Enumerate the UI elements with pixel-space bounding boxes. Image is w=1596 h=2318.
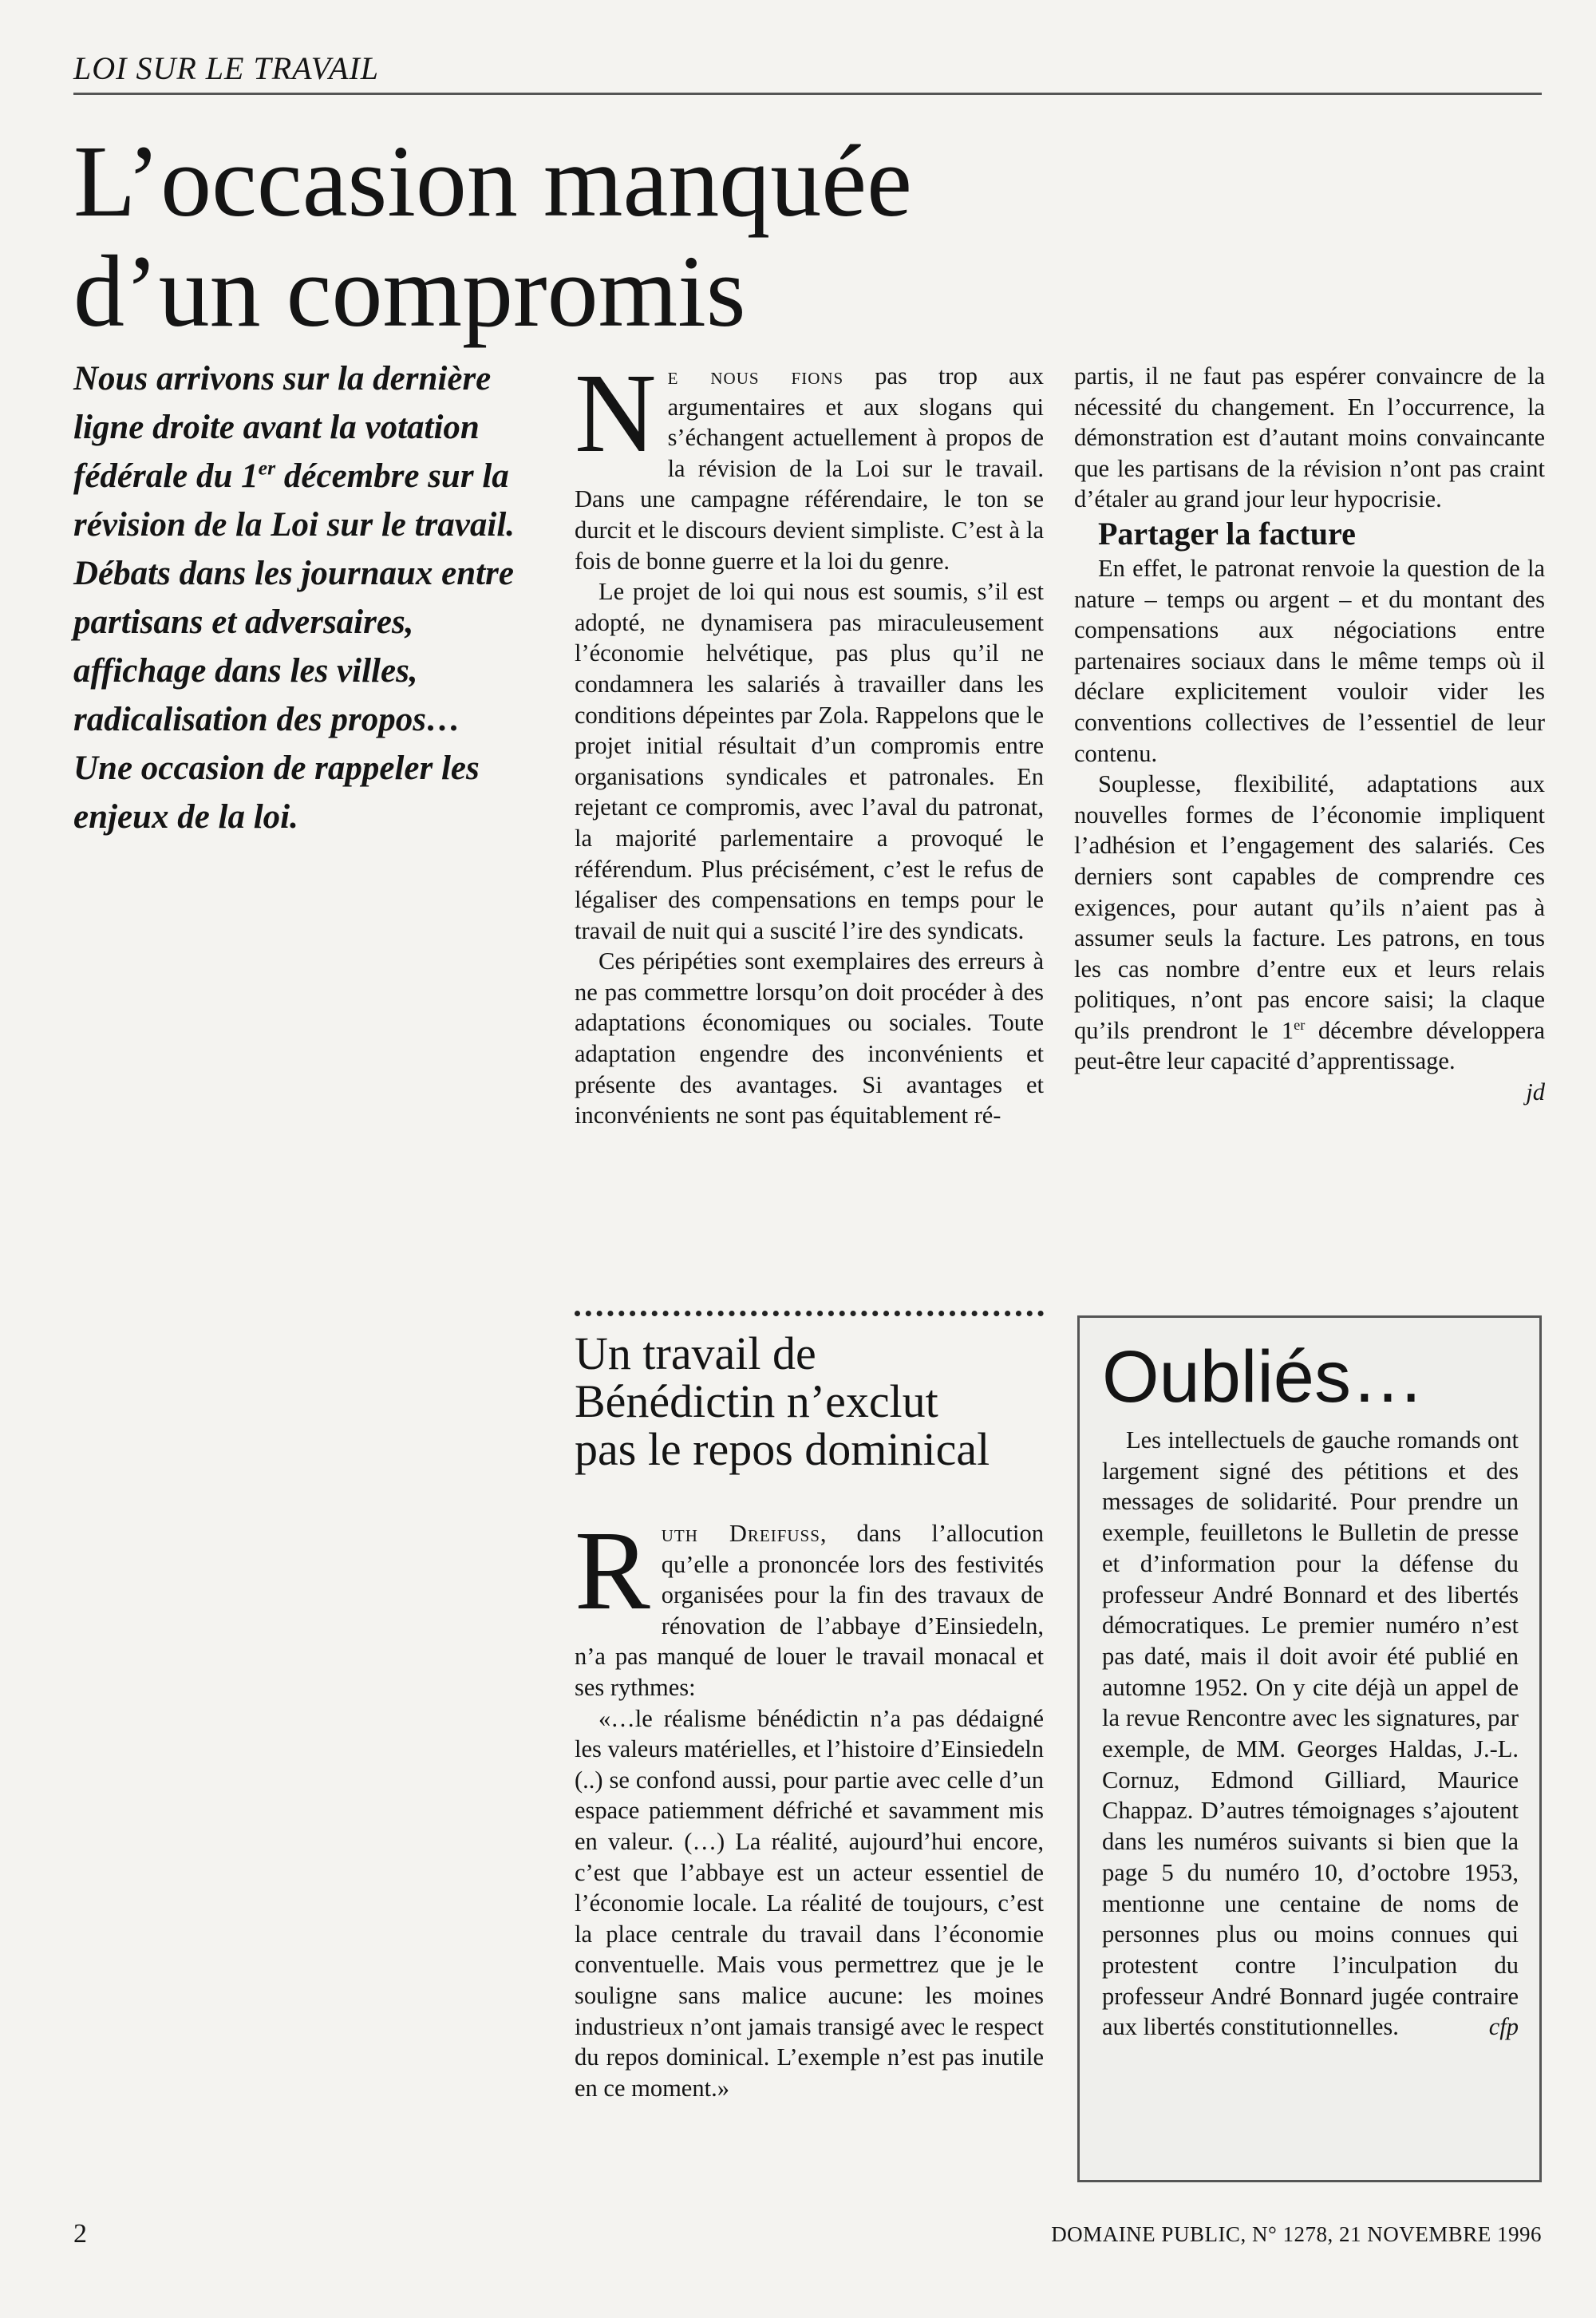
drop-cap: R	[575, 1507, 650, 1633]
box-signature: cfp	[1488, 2013, 1519, 2041]
body-paragraph: En effet, le patronat renvoie la question de la nature – temps ou argent – et du montant des compensations aux négociations entre partenaires sociaux dans le même temps où il déclare explicitement vouloir vider les conventions collectives de l’essentiel de leur contenu.	[1074, 554, 1545, 767]
publication-footer: DOMAINE PUBLIC, N° 1278, 21 NOVEMBRE 1996	[1051, 2222, 1542, 2246]
sidebar-box	[1077, 1315, 1542, 2182]
box-body	[1102, 1425, 1519, 2043]
section-rubric: LOI SUR LE TRAVAIL	[73, 50, 380, 86]
small-caps-lead: e nous fions	[667, 362, 844, 390]
body-text: pas trop aux argumentaires et aux slogans qui s’échangent actuellement à propos de la révision de la Loi sur le travail. Dans une campagne référendaire, le ton se durcit et le discours devient simpliste. C’est à la fois de bonne guerre et la loi du genre.	[575, 362, 1044, 575]
second-article-body	[575, 1507, 1045, 2103]
quotation: «…le réalisme bénédictin n’a pas dédaigné les valeurs matérielles, et l’histoire d’Einsiedeln (..) se confond aussi, pour partie avec celle d’un espace patiemment défriché et savamment mis en valeur. (…) La réalité, aujourd’hui encore, c’est que l’abbaye est un acteur essentiel de l’économie locale. La réalité de toujours, c’est la place centrale du travail dans l’économie conventuelle. Mais vous permettrez que je le souligne sans malice aucune: les moines industrieux n’ont jamais transigé avec le respect du repos dominical. L’exemple n’est pas inutile en ce moment.»	[575, 1704, 1044, 2102]
article-title-line-1: L’occasion manquée	[73, 125, 912, 238]
article-title	[73, 126, 1031, 346]
article-title-line-2: d’un compromis	[73, 235, 746, 348]
lead-text: Nous arrivons sur la dernière ligne droite avant la votation fédérale du 1	[73, 360, 492, 495]
second-title-line-2: Bénédictin n’exclut	[575, 1375, 938, 1427]
box-text: Les intellectuels de gauche romands ont largement signé des pétitions et des messages de solidarité. Pour prendre un exemple, feuilletons le Bulletin de presse et d’information pour la défense du professeur André Bonnard et des libertés démocratiques. Le premier numéro n’est pas daté, mais il doit avoir été publié en automne 1952. On y cite déjà un appel de la revue Rencontre avec les signatures, par exemple, de MM. Georges Haldas, J.-L. Cornuz, Edmond Gilliard, Maurice Chappaz. D’autres témoignages s’ajoutent dans les numéros suivants si bien que la page 5 du numéro 10, d’octobre 1953, mentionne une centaine de noms de personnes plus ou moins connues qui protestent contre l’inculpation du professeur André Bonnard jugée contraire aux libertés constitutionnelles.	[1102, 1426, 1519, 2041]
body-text: Souplesse, flexibilité, adaptations aux nouvelles formes de l’économie impliquent l’adhésion et l’engagement des salariés. Ces derniers sont capables de comprendre ces exigences, pour autant qu’ils n’aient pas à assumer seuls la facture. Les patrons, en tous les cas nombre d’entre eux et leurs relais politiques, n’ont pas encore saisi; la claque qu’ils prendront le 1	[1074, 770, 1545, 1044]
page-number: 2	[73, 2219, 87, 2249]
body-paragraph	[575, 350, 1044, 576]
article-column-1	[575, 350, 1044, 1131]
author-signature: jd	[1526, 1078, 1545, 1106]
body-paragraph: Le projet de loi qui nous est soumis, s’il est adopté, ne dynamisera pas miraculeusement l’économie helvétique, pas plus qu’il ne condamnera les salariés à travailler dans les conditions dépeintes par Zola. Rappelons que le projet initial résultait d’un compromis entre organisations syndicales et patronales. En rejetant ce compromis, avec l’aval du patronat, la majorité parlementaire a provoqué le référendum. Plus précisément, c’est le refus de légaliser des compensations en temps pour le travail de nuit qui a suscité l’ire des syndicats.	[575, 578, 1044, 944]
dotted-separator	[575, 1311, 1044, 1316]
subheading: Partager la facture	[1098, 515, 1356, 552]
box-title: Oubliés…	[1102, 1336, 1424, 1418]
body-paragraph	[1074, 769, 1545, 1077]
lead-paragraph-3: Une occasion de rappeler les enjeux de la loi.	[73, 750, 480, 836]
body-paragraph-continued: partis, il ne faut pas espérer convaincre de la nécessité du changement. En l’occurrence, la démonstration est d’autant moins convaincante que les partisans de la révision n’ont pas craint d’étaler au grand jour leur hypocrisie.	[1074, 362, 1545, 513]
article-column-2	[1074, 361, 1545, 1108]
body-paragraph	[575, 1507, 1045, 1703]
drop-cap: N	[575, 350, 657, 476]
lead-paragraph-2: Débats dans les journaux entre partisans et adversaires, affichage dans les villes, radicalisation des propos…	[73, 555, 514, 738]
lead-superscript: er	[258, 456, 276, 480]
lead-text: décembre sur la révision de la Loi sur le travail.	[73, 457, 516, 544]
second-title-line-1: Un travail de	[575, 1327, 816, 1379]
second-title-line-3: pas le repos dominical	[575, 1423, 990, 1475]
article-lead	[73, 354, 552, 841]
body-superscript: er	[1294, 1016, 1306, 1033]
small-caps-lead: uth Dreifuss	[661, 1520, 820, 1547]
second-article-title	[575, 1327, 1053, 1475]
lead-paragraph-1	[73, 354, 552, 549]
body-text: , dans l’allocution qu’elle a prononcée lors des festivités organisées pour la fin des travaux de rénovation de l’abbaye d’Einsiedeln, n’a pas manqué de louer le travail monacal et ses rythmes:	[575, 1520, 1045, 1701]
body-paragraph: Ces péripéties sont exemplaires des erreurs à ne pas commettre lorsqu’on doit procéder à des adaptations économiques ou sociales. Toute adaptation engendre des inconvénients et présente des avantages. Si avantages et inconvénients ne sont pas équitablement ré-	[575, 947, 1044, 1129]
header-rule	[73, 93, 1542, 95]
body-text: décembre développera peut-être leur capacité d’apprentissage.	[1074, 1016, 1546, 1075]
